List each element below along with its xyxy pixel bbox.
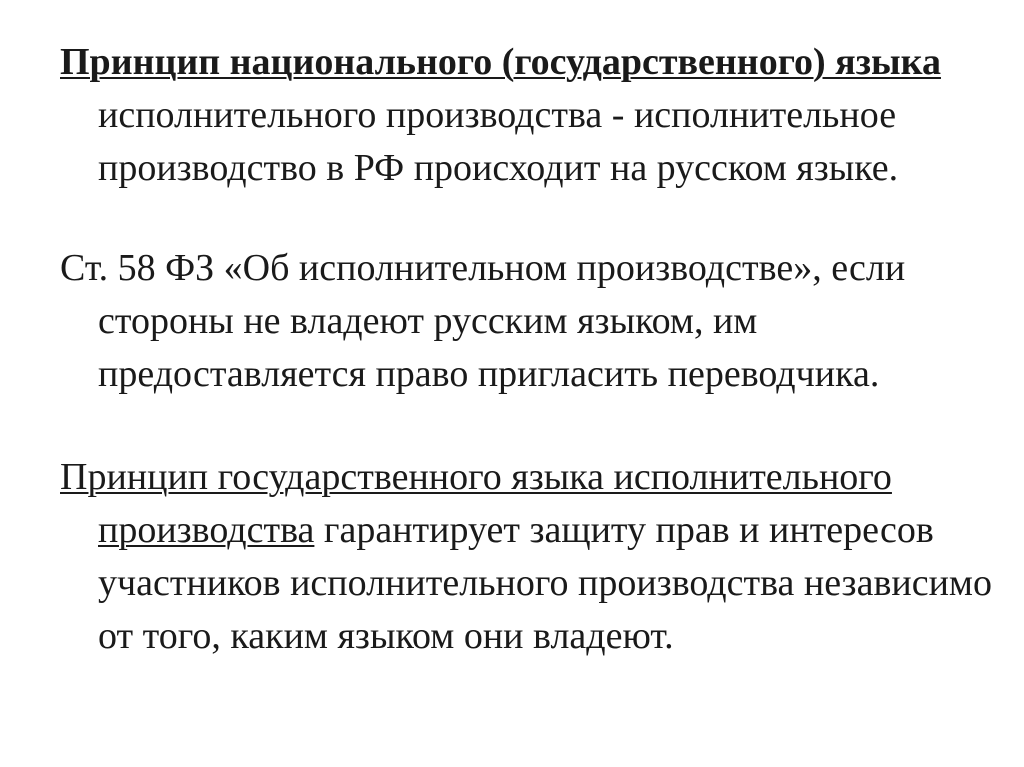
article-58-paragraph	[60, 242, 998, 401]
principle-national-language-text: исполнительного производства - исполнительное производство в РФ происходит на русском языке.	[98, 94, 899, 189]
article-58-text: Ст. 58 ФЗ «Об исполнительном производстве», если стороны не владеют русским языком, им предоставляется право пригласить переводчика.	[60, 247, 906, 395]
principle-guarantee-paragraph	[60, 451, 998, 663]
principle-national-language-paragraph	[60, 36, 998, 195]
principle-national-language-heading: Принцип национального (государственного) языка	[60, 41, 941, 83]
principle-guarantee-text: гарантирует защиту прав и интересов участников исполнительного производства независимо от того, каким языком они владеют.	[98, 509, 992, 657]
principle-guarantee-heading: Принцип государственного языка исполнительного производства	[60, 456, 892, 551]
